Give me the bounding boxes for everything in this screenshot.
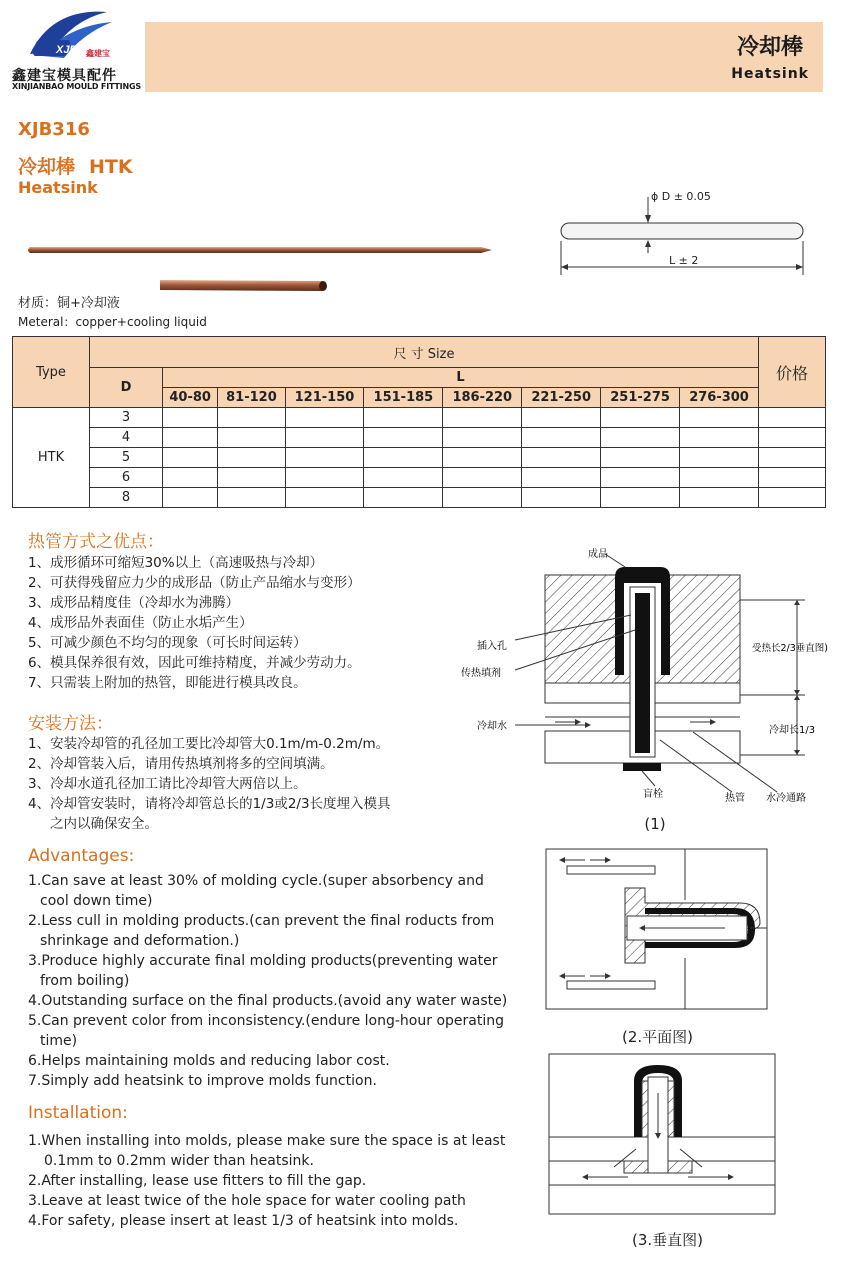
list-item: from boiling) [40, 973, 130, 989]
list-item: 2、冷却管装入后，请用传热填剂将多的空间填满。 [28, 756, 334, 772]
list-item: 4、成形品外表面佳（防止水垢产生） [28, 615, 253, 631]
list-item: 1、安装冷却管的孔径加工要比冷却管大0.1m/m-0.2m/m。 [28, 736, 390, 752]
dimension-drawing [555, 185, 815, 285]
list-item: time) [40, 1033, 78, 1049]
list-item: cool down time) [40, 893, 153, 909]
label-product: 成品 [588, 549, 608, 560]
list-item: 4.For safety, please insert at least 1/3 of heatsink into molds. [28, 1213, 459, 1229]
l-column-header: 121-150 [285, 388, 364, 408]
list-item: 3、成形品精度佳（冷却水为沸腾） [28, 595, 240, 611]
diameter-label: ϕ D ± 0.05 [651, 190, 711, 203]
l-column-header: 221-250 [522, 388, 601, 408]
diagram-vertical-view [548, 1053, 778, 1218]
list-item: 之内以确保安全。 [50, 816, 158, 832]
header-title-en: Heatsink [731, 66, 809, 82]
label-cool-length: 冷却长1/3 [769, 725, 816, 736]
list-item: 2.Less cull in molding products.(can prevent the final roducts from [28, 913, 495, 929]
advantages-en-list [28, 871, 528, 1091]
label-water-path: 水冷通路 [766, 793, 806, 804]
label-cooling-water: 冷却水 [477, 721, 507, 732]
l-column-header: 186-220 [443, 388, 522, 408]
diagram3-caption: (3.垂直图) [631, 1231, 704, 1249]
list-item: 4.Outstanding surface on the final products.(avoid any water waste) [28, 993, 508, 1009]
list-item: 1、成形循环可缩短30%以上（高速吸热与冷却） [28, 555, 324, 571]
list-item: 5.Can prevent color from inconsistency.(endure long-hour operating [28, 1013, 504, 1029]
label-heat-pipe: 热管 [725, 793, 745, 804]
rod-long [28, 247, 492, 253]
list-item: 2、可获得残留应力少的成形品（防止产品缩水与变形） [28, 575, 361, 591]
table-row [13, 408, 826, 428]
logo-emblem-icon [12, 6, 122, 68]
plug [623, 763, 661, 771]
table-row [13, 448, 826, 468]
table-row [13, 488, 826, 508]
l-column-header: 81-120 [218, 388, 285, 408]
brand-name-en: XINJIANBAO MOULD FITTINGS [12, 82, 141, 91]
install-cn-list [28, 734, 498, 834]
list-item: 1.Can save at least 30% of molding cycle.(super absorbency and [28, 873, 484, 889]
product-name-code: HTK [89, 156, 133, 178]
list-item: 4、冷却管安装时，请将冷却管总长的1/3或2/3长度埋入模具 [28, 796, 391, 812]
d-cell: 3 [90, 408, 163, 428]
spec-table [12, 336, 826, 508]
label-plug: 盲栓 [643, 789, 663, 800]
list-item: 7、只需装上附加的热管，即能进行模具改良。 [28, 675, 307, 691]
d-cell: 4 [90, 428, 163, 448]
logo-subtext: 鑫建宝 [86, 49, 110, 58]
advantages-en-title: Advantages: [28, 846, 135, 866]
advantages-cn-title: 热管方式之优点： [28, 532, 164, 552]
material-en: Meteral：copper+cooling liquid [18, 315, 207, 329]
table-row [13, 428, 826, 448]
table-header-row [13, 337, 826, 368]
label-heat-filler: 传热填剂 [461, 668, 501, 679]
d-cell: 5 [90, 448, 163, 468]
label-insert-hole: 插入孔 [477, 641, 507, 652]
product-photo [26, 238, 496, 298]
diagram-plan-view [545, 848, 770, 1013]
type-header: Type [13, 337, 90, 408]
l-column-header: 40-80 [163, 388, 218, 408]
product-code: XJB316 [18, 119, 90, 140]
install-en-list [28, 1131, 528, 1231]
list-item: 3.Produce highly accurate final molding products(preventing water [28, 953, 498, 969]
table-subheader-row [13, 368, 826, 388]
type-cell: HTK [13, 408, 90, 508]
list-item: 0.1mm to 0.2mm wider than heatsink. [44, 1153, 314, 1169]
heat-pipe [635, 593, 650, 753]
length-label: L ± 2 [669, 254, 699, 267]
table-row [13, 468, 826, 488]
l-column-header: 151-185 [364, 388, 443, 408]
l-column-header: 251-275 [601, 388, 680, 408]
list-item: 3、冷却水道孔径加工请比冷却管大两倍以上。 [28, 776, 307, 792]
install-en-title: Installation: [28, 1103, 128, 1123]
list-item: shrinkage and deformation.) [40, 933, 240, 949]
list-item: 5、可减少颜色不均匀的现象（可长时间运转） [28, 635, 307, 651]
product-name-cn: 冷却棒 [18, 156, 76, 178]
d-cell: 8 [90, 488, 163, 508]
install-cn-title: 安装方法： [28, 714, 113, 734]
size-header: 尺 寸 Size [90, 337, 759, 368]
list-item: 6、模具保养很有效，因此可维持精度，并减少劳动力。 [28, 655, 361, 671]
list-item: 1.When installing into molds, please make sure the space is at least [28, 1133, 506, 1149]
price-header: 价格 [759, 337, 826, 408]
product-name-en: Heatsink [18, 178, 98, 197]
d-header: D [90, 368, 163, 408]
product-name [18, 152, 133, 179]
d-cell: 6 [90, 468, 163, 488]
label-heat-length: 受热长2/3垂直图) [752, 643, 828, 654]
diagram2-caption: (2.平面图) [621, 1028, 694, 1046]
list-item: 6.Helps maintaining molds and reducing labor cost. [28, 1053, 390, 1069]
brand-name-cn: 鑫建宝模具配件 [12, 68, 117, 84]
list-item: 3.Leave at least twice of the hole space for water cooling path [28, 1193, 466, 1209]
l-header: L [163, 368, 759, 388]
header-banner [145, 22, 823, 92]
diagram1-caption: (1) [644, 815, 666, 833]
l-column-header: 276-300 [680, 388, 759, 408]
rod-short [160, 280, 326, 291]
diagram-installation [455, 545, 845, 835]
material-cn: 材质：铜+冷却液 [18, 296, 120, 311]
list-item: 2.After installing, lease use fitters to fill the gap. [28, 1173, 367, 1189]
advantages-cn-list [28, 553, 498, 693]
logo-text: XJB [56, 44, 78, 56]
header-title-cn: 冷却棒 [736, 35, 803, 60]
list-item: 7.Simply add heatsink to improve molds function. [28, 1073, 377, 1089]
